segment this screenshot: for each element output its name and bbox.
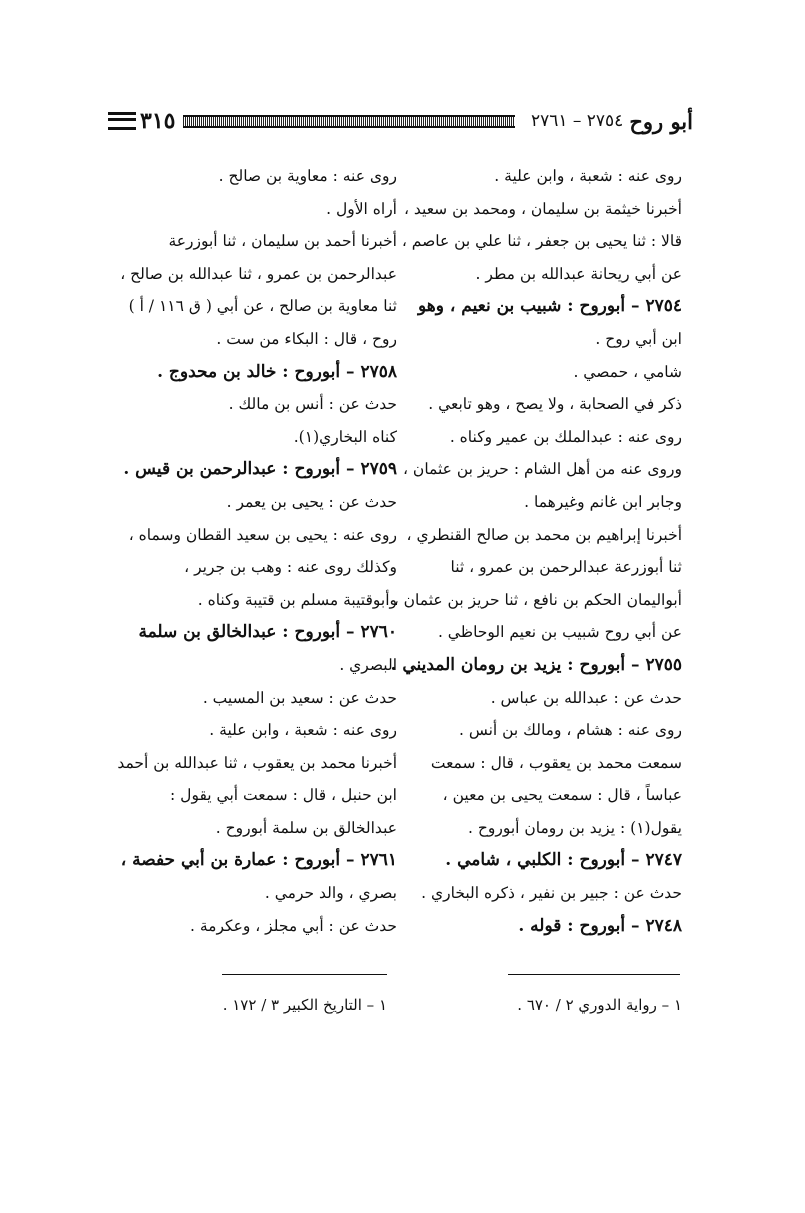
text-line: ذكر في الصحابة ، ولا يصح ، وهو تابعي . <box>428 395 682 414</box>
text-line: شامي ، حمصي . <box>573 362 682 381</box>
text-line: أخبرنا خيثمة بن سليمان ، ومحمد بن سعيد ، <box>403 199 682 218</box>
text-line: عن أبي ريحانة عبدالله بن مطر . <box>475 264 682 283</box>
text-line: روى عنه : يحيى بن سعيد القطان وسماه ، <box>128 525 397 544</box>
entry-heading-2761: ٢٧٦١ – أبوروح : عمارة بن أبي حفصة ، <box>120 850 397 871</box>
text-line: حدث عن : يحيى بن يعمر . <box>226 492 397 511</box>
text-line: سمعت محمد بن يعقوب ، قال : سمعت <box>430 753 682 772</box>
footnote-rule-right <box>508 974 680 975</box>
entry-heading-2760: ٢٧٦٠ – أبوروح : عبدالخالق بن سلمة <box>138 622 397 643</box>
text-line: حدث عن : أبي مجلز ، وعكرمة . <box>190 916 397 935</box>
text-line: روى عنه : شعبة ، وابن علية . <box>494 167 682 185</box>
entry-heading-2748: ٢٧٤٨ – أبوروح : قوله . <box>518 915 682 936</box>
text-line: حدث عن : أنس بن مالك . <box>228 395 397 414</box>
text-line: ثنا أبوزرعة عبدالرحمن بن عمرو ، ثنا <box>450 558 682 577</box>
page-number-ornament <box>108 112 136 130</box>
entry-heading-2754: ٢٧٥٤ – أبوروح : شبيب بن نعيم ، وهو <box>418 296 682 317</box>
left-column <box>117 160 397 942</box>
text-line: البصري . <box>339 655 397 674</box>
text-line: وجابر ابن غانم وغيرهما . <box>524 492 682 511</box>
text-line: ابن أبي روح . <box>595 329 682 348</box>
text-line: بصري ، والد حرمي . <box>264 884 397 903</box>
text-line: حدث عن : جبير بن نفير ، ذكره البخاري . <box>421 884 682 903</box>
text-line: أبواليمان الحكم بن نافع ، ثنا حريز بن عثمان ، <box>393 590 682 609</box>
header-title: أبو روح <box>629 108 693 134</box>
text-line: وكذلك روى عنه : وهب بن جرير ، <box>184 558 397 577</box>
text-line: روى عنه : معاوية بن صالح . <box>218 167 397 185</box>
text-line: حدث عن : عبدالله بن عباس . <box>490 688 682 707</box>
text-line: وروى عنه من أهل الشام : حريز بن عثمان ، <box>403 460 682 479</box>
entry-heading-2758: ٢٧٥٨ – أبوروح : خالد بن محدوج . <box>157 361 397 382</box>
right-column <box>390 160 682 942</box>
text-line: كناه البخاري(١). <box>293 427 397 446</box>
footnote-rule-left <box>222 974 387 975</box>
text-line: وأبوقتيبة مسلم بن قتيبة وكناه . <box>197 590 397 609</box>
text-line: قالا : ثنا يحيى بن جعفر ، ثنا علي بن عاصم ، <box>401 232 682 251</box>
text-line: ابن حنبل ، قال : سمعت أبي يقول : <box>170 786 397 805</box>
text-line: عن أبي روح شبيب بن نعيم الوحاظي . <box>437 623 682 642</box>
entry-heading-2759: ٢٧٥٩ – أبوروح : عبدالرحمن بن قيس . <box>123 459 397 480</box>
text-line: حدث عن : سعيد بن المسيب . <box>202 688 397 707</box>
text-line: عباساً ، قال : سمعت يحيى بن معين ، <box>442 786 682 805</box>
text-line: يقول(١) : يزيد بن رومان أبوروح . <box>468 818 682 837</box>
header-rule <box>183 115 514 128</box>
text-line: ثنا معاوية بن صالح ، عن أبي ( ق ١١٦ / أ ) <box>128 297 397 316</box>
text-line: عبدالخالق بن سلمة أبوروح . <box>215 818 397 837</box>
text-line: روى عنه : شعبة ، وابن علية . <box>209 721 397 740</box>
text-line: أخبرنا أحمد بن سليمان ، ثنا أبوزرعة <box>168 232 397 251</box>
text-line: روى عنه : هشام ، ومالك بن أنس . <box>458 721 682 740</box>
text-line: عبدالرحمن بن عمرو ، ثنا عبدالله بن صالح ، <box>120 264 397 283</box>
text-line: أراه الأول . <box>326 199 397 218</box>
entry-heading-2755: ٢٧٥٥ – أبوروح : يزيد بن رومان المديني . <box>390 654 682 675</box>
text-line: روح ، قال : البكاء من ست . <box>216 329 397 348</box>
footnote-right: ١ – رواية الدوري ٢ / ٦٧٠ . <box>517 996 682 1014</box>
page-number: ٣١٥ <box>140 108 176 134</box>
text-line: روى عنه : عبدالملك بن عمير وكناه . <box>449 427 682 446</box>
running-header <box>108 106 693 136</box>
text-line: أخبرنا محمد بن يعقوب ، ثنا عبدالله بن أحمد <box>117 753 397 772</box>
text-line: أخبرنا إبراهيم بن محمد بن صالح القنطري ، <box>406 525 682 544</box>
header-entry-range: ٢٧٥٤ – ٢٧٦١ <box>530 111 624 131</box>
entry-heading-2747: ٢٧٤٧ – أبوروح : الكلبي ، شامي . <box>445 850 682 871</box>
footnote-left: ١ – التاريخ الكبير ٣ / ١٧٢ . <box>222 996 387 1014</box>
